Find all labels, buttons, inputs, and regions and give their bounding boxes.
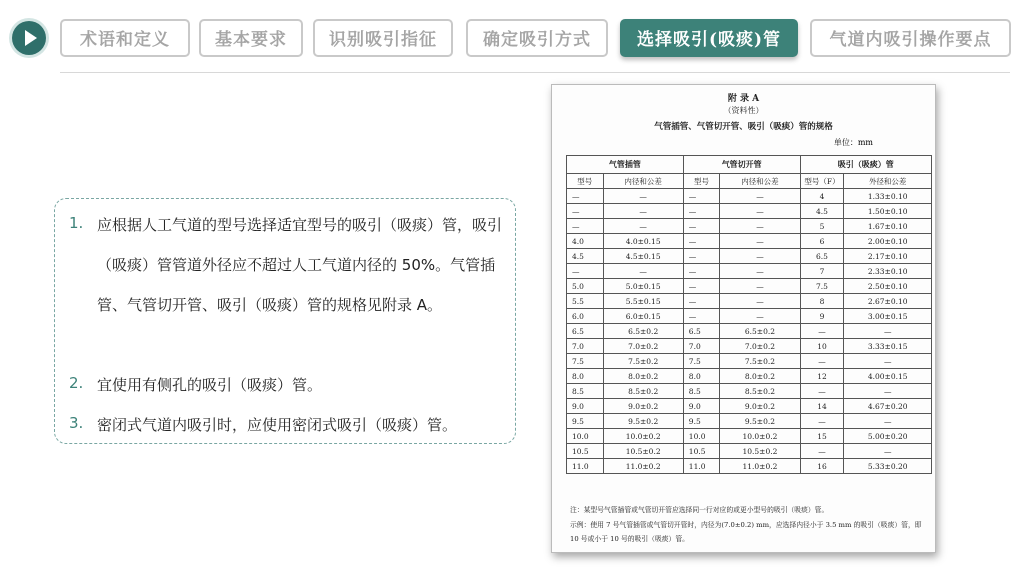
table-cell: 7.0±0.2 — [720, 339, 800, 354]
table-row — [567, 189, 932, 204]
table-cell: — — [800, 384, 844, 399]
table-row — [567, 264, 932, 279]
table-cell: 11.0 — [567, 459, 604, 474]
table-cell: — — [844, 414, 932, 429]
table-cell: — — [683, 234, 720, 249]
table-cell: 10.5±0.2 — [720, 444, 800, 459]
table-row — [567, 459, 932, 474]
table-cell: — — [720, 279, 800, 294]
column-header: 内径和公差 — [603, 174, 683, 189]
table-cell: 9.5±0.2 — [720, 414, 800, 429]
table-cell: — — [720, 234, 800, 249]
table-cell: 6.0 — [567, 309, 604, 324]
table-cell: — — [603, 264, 683, 279]
table-cell: — — [567, 189, 604, 204]
table-cell: 4.0 — [567, 234, 604, 249]
table-cell: 7.5 — [683, 354, 720, 369]
table-cell: — — [720, 189, 800, 204]
table-cell: 10.0±0.2 — [603, 429, 683, 444]
table-cell: 8.0 — [567, 369, 604, 384]
table-cell: 3.00±0.15 — [844, 309, 932, 324]
table-cell: 10.0 — [567, 429, 604, 444]
table-cell: — — [683, 279, 720, 294]
table-cell: — — [683, 249, 720, 264]
table-cell: 9.0 — [567, 399, 604, 414]
table-cell: 1.67±0.10 — [844, 219, 932, 234]
table-cell: — — [720, 264, 800, 279]
table-cell: — — [567, 219, 604, 234]
table-note: 注：某型号气管插管或气管切开管应选择同一行对应的或更小型号的吸引（吸痰）管。 — [570, 506, 829, 514]
table-cell: 14 — [800, 399, 844, 414]
table-cell: 11.0 — [683, 459, 720, 474]
table-cell: — — [683, 189, 720, 204]
list-number: 1. — [69, 214, 84, 232]
table-cell: 5.33±0.20 — [844, 459, 932, 474]
table-cell: 1.33±0.10 — [844, 189, 932, 204]
column-header: 内径和公差 — [720, 174, 800, 189]
table-cell: 10.5 — [567, 444, 604, 459]
column-header: 型号 — [567, 174, 604, 189]
column-header-row — [567, 174, 932, 189]
table-cell: 5.00±0.20 — [844, 429, 932, 444]
table-cell: 8 — [800, 294, 844, 309]
spec-table — [566, 155, 932, 474]
table-cell: 6.5 — [567, 324, 604, 339]
table-cell: 2.17±0.10 — [844, 249, 932, 264]
list-text: 应根据人工气道的型号选择适宜型号的吸引（吸痰）管，吸引（吸痰）管管道外径应不超过人工气道内径的 50%。气管插管、气管切开管、吸引（吸痰）管的规格见附录 A。 — [97, 216, 503, 314]
table-cell: 2.50±0.10 — [844, 279, 932, 294]
table-cell: — — [844, 444, 932, 459]
appendix-subtitle: （资料性） — [723, 106, 764, 115]
table-cell: — — [603, 189, 683, 204]
table-cell: 4.00±0.15 — [844, 369, 932, 384]
table-cell: — — [720, 219, 800, 234]
list-text: 宜使用有侧孔的吸引（吸痰）管。 — [97, 376, 323, 394]
table-example: 示例：使用 7 号气管插管或气管切开管时，内径为(7.0±0.2) mm，应选择内径小于 3.5 mm 的吸引（吸痰）管，即 10 号或小于 10 号的吸引（吸痰）管。 — [570, 521, 922, 543]
table-cell: 8.0±0.2 — [603, 369, 683, 384]
table-cell: — — [683, 294, 720, 309]
table-cell: 7.5 — [567, 354, 604, 369]
table-cell: 4.67±0.20 — [844, 399, 932, 414]
table-cell: 6.5 — [683, 324, 720, 339]
appendix-document — [551, 84, 936, 553]
table-row — [567, 309, 932, 324]
top-navigation — [0, 18, 1024, 60]
tab-identify-suction-indications[interactable]: 识别吸引指征 — [313, 19, 453, 57]
table-cell: 5.5 — [567, 294, 604, 309]
table-cell: 10.0±0.2 — [720, 429, 800, 444]
table-cell: 8.0±0.2 — [720, 369, 800, 384]
table-cell: 5.0±0.15 — [603, 279, 683, 294]
table-cell: 7 — [800, 264, 844, 279]
table-cell: 9.5±0.2 — [603, 414, 683, 429]
table-cell: — — [800, 354, 844, 369]
table-cell: 9 — [800, 309, 844, 324]
table-row — [567, 294, 932, 309]
table-cell: — — [720, 249, 800, 264]
table-cell: 9.0 — [683, 399, 720, 414]
table-cell: 10.5 — [683, 444, 720, 459]
table-cell: 4 — [800, 189, 844, 204]
table-cell: 8.5±0.2 — [603, 384, 683, 399]
table-cell: 12 — [800, 369, 844, 384]
table-row — [567, 204, 932, 219]
table-cell: 9.0±0.2 — [603, 399, 683, 414]
table-cell: 7.0 — [567, 339, 604, 354]
unit-label: 单位：mm — [833, 138, 873, 147]
table-cell: 8.0 — [683, 369, 720, 384]
table-cell: 2.33±0.10 — [844, 264, 932, 279]
table-row — [567, 219, 932, 234]
column-header: 型号 — [683, 174, 720, 189]
appendix-title: 附 录 A — [727, 94, 760, 104]
table-row — [567, 444, 932, 459]
appendix-caption: 气管插管、气管切开管、吸引（吸痰）管的规格 — [654, 122, 833, 132]
tab-determine-suction-method[interactable]: 确定吸引方式 — [466, 19, 608, 57]
table-cell: — — [683, 204, 720, 219]
table-cell: — — [603, 219, 683, 234]
table-row — [567, 249, 932, 264]
table-cell: 8.5 — [567, 384, 604, 399]
table-row — [567, 354, 932, 369]
table-cell: 9.5 — [567, 414, 604, 429]
play-icon[interactable] — [12, 21, 46, 55]
list-number: 2. — [69, 374, 84, 392]
table-cell: 2.00±0.10 — [844, 234, 932, 249]
table-cell: 11.0±0.2 — [720, 459, 800, 474]
table-row — [567, 324, 932, 339]
table-cell: — — [603, 204, 683, 219]
table-cell: 5.0 — [567, 279, 604, 294]
tab-terms-definitions[interactable]: 术语和定义 — [60, 19, 190, 57]
table-cell: 10 — [800, 339, 844, 354]
tab-airway-suction-key-points[interactable]: 气道内吸引操作要点 — [810, 19, 1011, 57]
table-cell: — — [800, 444, 844, 459]
table-cell: 9.0±0.2 — [720, 399, 800, 414]
header-divider — [60, 72, 1010, 73]
table-cell: — — [567, 204, 604, 219]
table-cell: — — [683, 219, 720, 234]
table-cell: 6.0±0.15 — [603, 309, 683, 324]
table-cell: 2.67±0.10 — [844, 294, 932, 309]
table-row — [567, 279, 932, 294]
table-row — [567, 429, 932, 444]
table-row — [567, 384, 932, 399]
table-row — [567, 399, 932, 414]
table-cell: 5.5±0.15 — [603, 294, 683, 309]
table-cell: — — [683, 264, 720, 279]
table-cell: 15 — [800, 429, 844, 444]
table-cell: 3.33±0.15 — [844, 339, 932, 354]
table-cell: 8.5 — [683, 384, 720, 399]
group-header: 吸引（吸痰）管 — [800, 156, 931, 174]
table-cell: 8.5±0.2 — [720, 384, 800, 399]
table-cell: 6 — [800, 234, 844, 249]
table-cell: — — [800, 324, 844, 339]
table-cell: — — [844, 354, 932, 369]
table-cell: 4.5 — [800, 204, 844, 219]
table-cell: 7.0 — [683, 339, 720, 354]
notes-box — [54, 198, 516, 444]
table-cell: 9.5 — [683, 414, 720, 429]
group-header: 气管切开管 — [683, 156, 800, 174]
table-cell: — — [683, 309, 720, 324]
table-cell: — — [720, 294, 800, 309]
table-cell: — — [567, 264, 604, 279]
table-cell: 6.5±0.2 — [603, 324, 683, 339]
tab-select-suction-tube[interactable]: 选择吸引(吸痰)管 — [620, 19, 798, 57]
table-cell: 10.0 — [683, 429, 720, 444]
table-cell: — — [844, 324, 932, 339]
table-cell: 7.5±0.2 — [603, 354, 683, 369]
list-text: 密闭式气道内吸引时，应使用密闭式吸引（吸痰）管。 — [97, 416, 458, 434]
tab-basic-requirements[interactable]: 基本要求 — [199, 19, 303, 57]
table-cell: 6.5±0.2 — [720, 324, 800, 339]
column-header: 外径和公差 — [844, 174, 932, 189]
table-row — [567, 339, 932, 354]
table-cell: 1.50±0.10 — [844, 204, 932, 219]
list-number: 3. — [69, 414, 84, 432]
table-cell: 11.0±0.2 — [603, 459, 683, 474]
table-row — [567, 414, 932, 429]
table-cell: — — [844, 384, 932, 399]
column-header: 型号（F） — [800, 174, 844, 189]
table-cell: 4.0±0.15 — [603, 234, 683, 249]
table-row — [567, 234, 932, 249]
table-cell: 4.5±0.15 — [603, 249, 683, 264]
table-cell: — — [800, 414, 844, 429]
table-cell: 4.5 — [567, 249, 604, 264]
table-cell: 10.5±0.2 — [603, 444, 683, 459]
table-cell: 7.5 — [800, 279, 844, 294]
table-cell: 7.0±0.2 — [603, 339, 683, 354]
group-header: 气管插管 — [567, 156, 684, 174]
table-row — [567, 369, 932, 384]
table-cell: 5 — [800, 219, 844, 234]
table-cell: — — [720, 309, 800, 324]
table-cell: 7.5±0.2 — [720, 354, 800, 369]
table-cell: 6.5 — [800, 249, 844, 264]
table-cell: — — [720, 204, 800, 219]
table-cell: 16 — [800, 459, 844, 474]
